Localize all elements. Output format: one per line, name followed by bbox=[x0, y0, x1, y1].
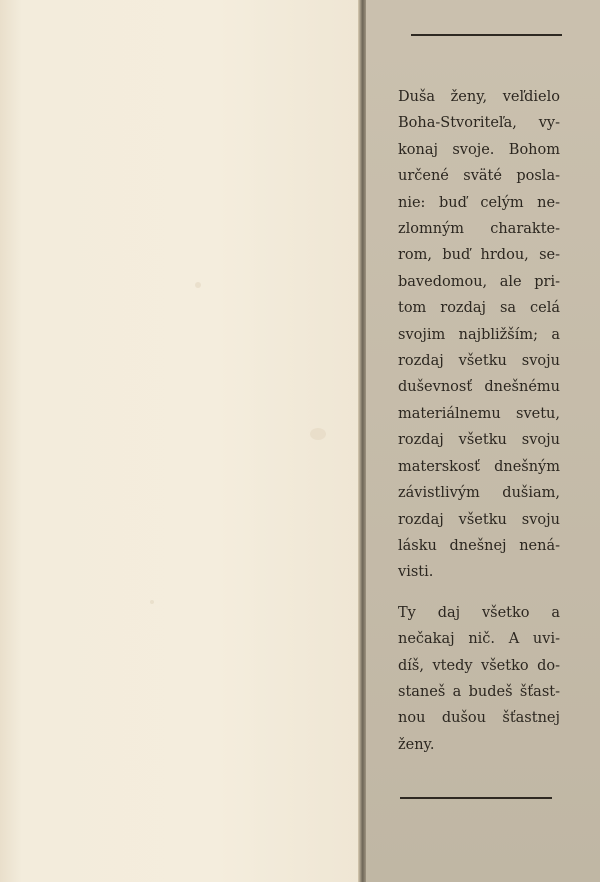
text-line: svojim najbližším; a bbox=[398, 326, 560, 343]
paper-stain bbox=[150, 600, 154, 604]
text-line: duševnosť dnešnému bbox=[398, 379, 560, 396]
text-line: závistlivým dušiam, bbox=[398, 485, 560, 502]
paragraph-1 bbox=[398, 84, 560, 586]
text-line: rozdaj všetku svoju bbox=[398, 353, 560, 370]
text-line: staneš a budeš šťast- bbox=[398, 683, 560, 700]
text-line: určené sväté posla- bbox=[398, 168, 560, 185]
text-line: tom rozdaj sa celá bbox=[398, 300, 560, 317]
text-line: konaj svoje. Bohom bbox=[398, 141, 560, 158]
text-line: Boha-Stvoriteľa, vy- bbox=[398, 115, 560, 132]
prose-block bbox=[398, 84, 560, 758]
text-line: Duša ženy, veľdielo bbox=[398, 89, 560, 105]
text-line: bavedomou, ale pri- bbox=[398, 273, 560, 290]
text-line: visti. bbox=[398, 564, 434, 581]
paragraph-gap bbox=[398, 586, 560, 600]
paper-stain bbox=[195, 282, 201, 288]
text-line: nou dušou šťastnej bbox=[398, 710, 560, 727]
text-line: zlomným charakte- bbox=[398, 221, 560, 238]
top-rule bbox=[411, 34, 562, 36]
bottom-rule bbox=[400, 797, 552, 799]
text-line: rozdaj všetku svoju bbox=[398, 511, 560, 528]
text-line: rom, buď hrdou, se- bbox=[398, 247, 560, 264]
text-line: materiálnemu svetu, bbox=[398, 405, 560, 422]
text-line: nie: buď celým ne- bbox=[398, 194, 560, 211]
paragraph-2 bbox=[398, 600, 560, 758]
text-line: nečakaj nič. A uvi- bbox=[398, 631, 560, 648]
text-line: materskosť dnešným bbox=[398, 458, 560, 475]
text-line: rozdaj všetku svoju bbox=[398, 432, 560, 449]
text-line: lásku dnešnej nená- bbox=[398, 537, 560, 554]
text-line: ženy. bbox=[398, 736, 435, 753]
paper-stain bbox=[310, 428, 326, 440]
text-line: Ty daj všetko a bbox=[398, 604, 560, 621]
text-line: díš, vtedy všetko do- bbox=[398, 657, 560, 674]
